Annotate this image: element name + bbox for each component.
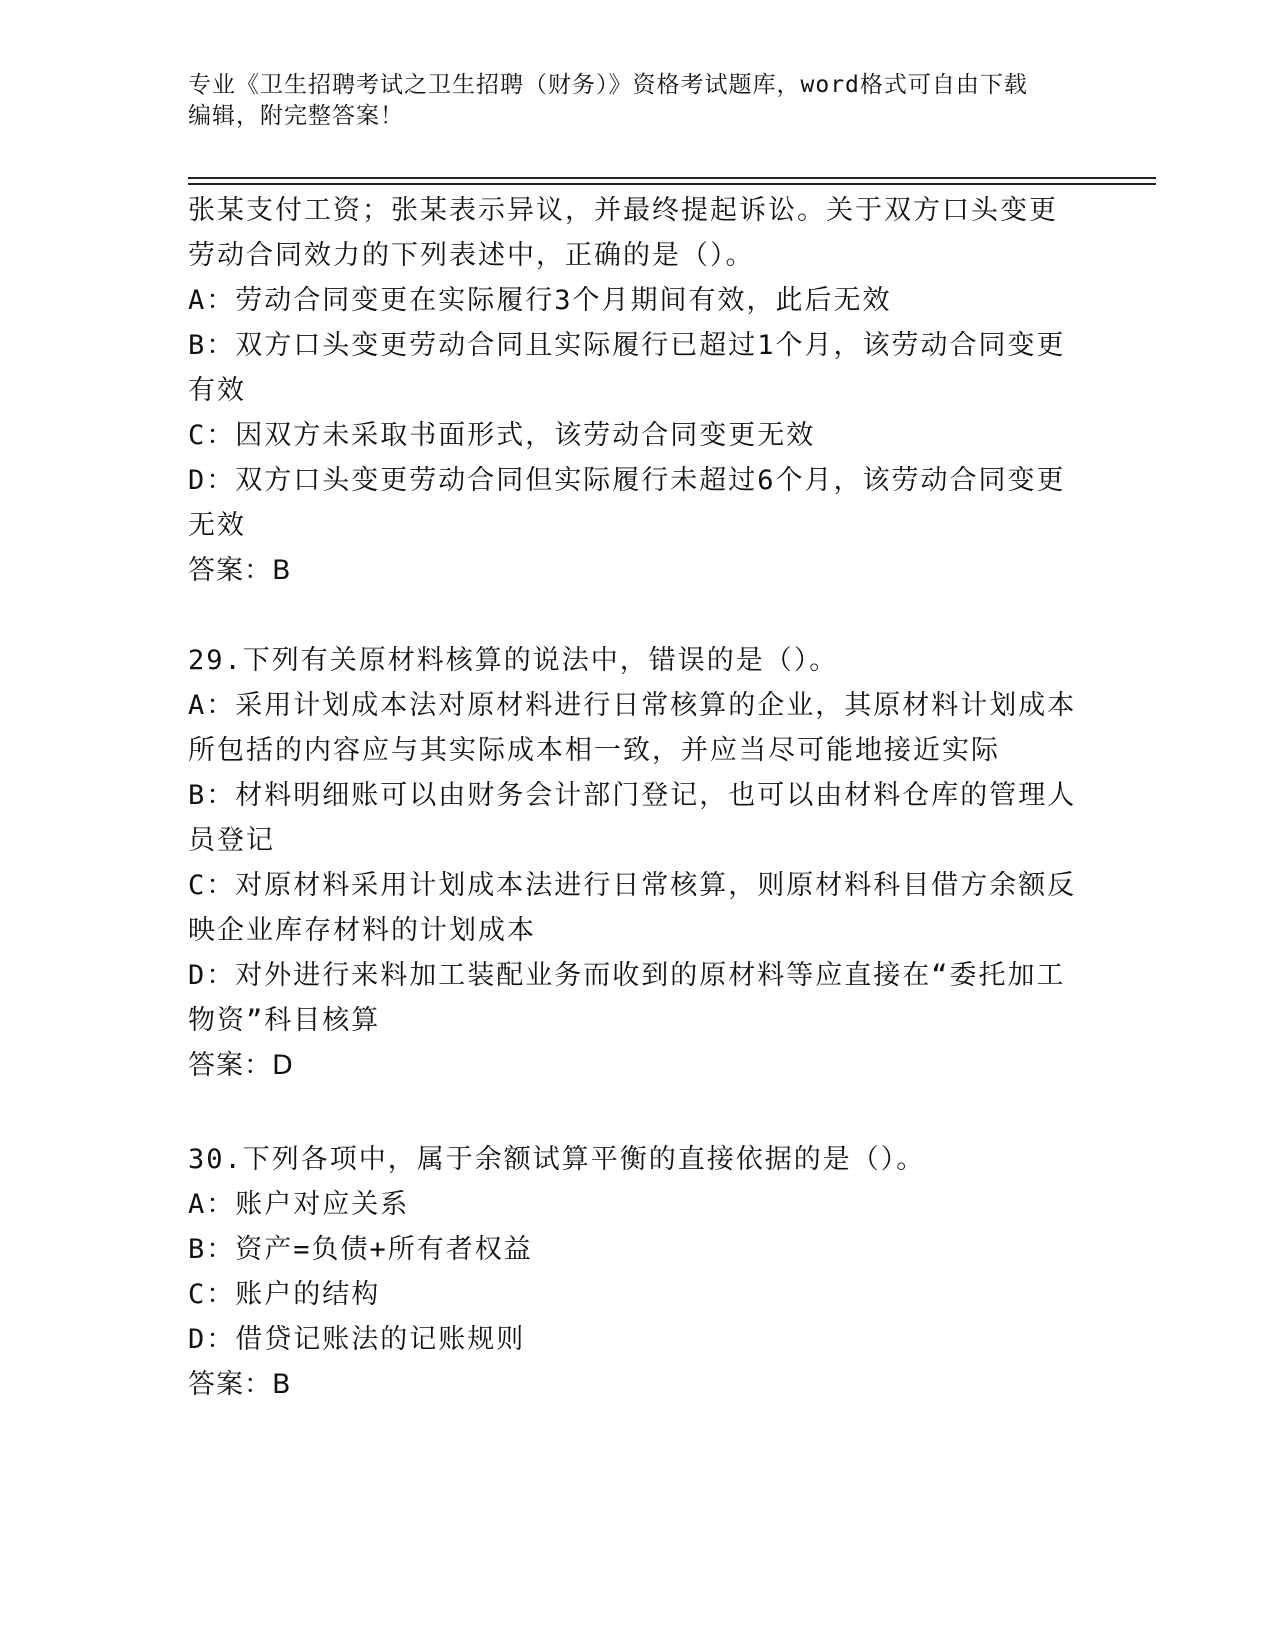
document-header (188, 70, 1088, 132)
question-stem-line: 29.下列有关原材料核算的说法中，错误的是（）。 (188, 645, 839, 676)
option-b-continued: 员登记 (188, 825, 275, 856)
option-d: D：借贷记账法的记账规则 (188, 1324, 526, 1355)
option-a: A：劳动合同变更在实际履行3个月期间有效，此后无效 (188, 285, 892, 316)
option-c: C：因双方未采取书面形式，该劳动合同变更无效 (188, 420, 816, 451)
option-c-continued: 映企业库存材料的计划成本 (188, 915, 536, 946)
question-28 (188, 188, 1088, 593)
header-divider-bottom (188, 183, 1156, 185)
question-stem-line: 30.下列各项中，属于余额试算平衡的直接依据的是（）。 (188, 1144, 926, 1175)
question-stem-line: 张某支付工资；张某表示异议，并最终提起诉讼。关于双方口头变更 (188, 195, 1058, 226)
option-b: B：双方口头变更劳动合同且实际履行已超过1个月，该劳动合同变更 (188, 330, 1066, 361)
header-line-2: 编辑，附完整答案！ (188, 103, 404, 129)
option-d: D：双方口头变更劳动合同但实际履行未超过6个月，该劳动合同变更 (188, 465, 1066, 496)
option-b-continued: 有效 (188, 375, 246, 406)
question-list (188, 188, 1088, 1407)
option-a: A：采用计划成本法对原材料进行日常核算的企业，其原材料计划成本 (188, 690, 1077, 721)
option-a-continued: 所包括的内容应与其实际成本相一致，并应当尽可能地接近实际 (188, 735, 1000, 766)
option-d-continued: 物资”科目核算 (188, 1005, 381, 1036)
answer-line: 答案：D (188, 1050, 294, 1081)
question-29 (188, 638, 1088, 1088)
header-divider-top (188, 177, 1156, 179)
question-stem-line: 劳动合同效力的下列表述中，正确的是（）。 (188, 240, 755, 271)
answer-line: 答案：B (188, 1369, 292, 1400)
option-b: B：材料明细账可以由财务会计部门登记，也可以由材料仓库的管理人 (188, 780, 1077, 811)
option-c: C：账户的结构 (188, 1279, 381, 1310)
option-d-continued: 无效 (188, 510, 246, 541)
question-spacer (188, 1088, 1088, 1137)
option-d: D：对外进行来料加工装配业务而收到的原材料等应直接在“委托加工 (188, 960, 1066, 991)
answer-line: 答案：B (188, 555, 292, 586)
option-a: A：账户对应关系 (188, 1189, 410, 1220)
option-b: B：资产=负债+所有者权益 (188, 1234, 533, 1265)
header-line-1: 专业《卫生招聘考试之卫生招聘（财务）》资格考试题库，word格式可自由下载 (188, 72, 1028, 98)
question-spacer (188, 593, 1088, 638)
question-30 (188, 1137, 1088, 1407)
option-c: C：对原材料采用计划成本法进行日常核算，则原材料科目借方余额反 (188, 870, 1077, 901)
